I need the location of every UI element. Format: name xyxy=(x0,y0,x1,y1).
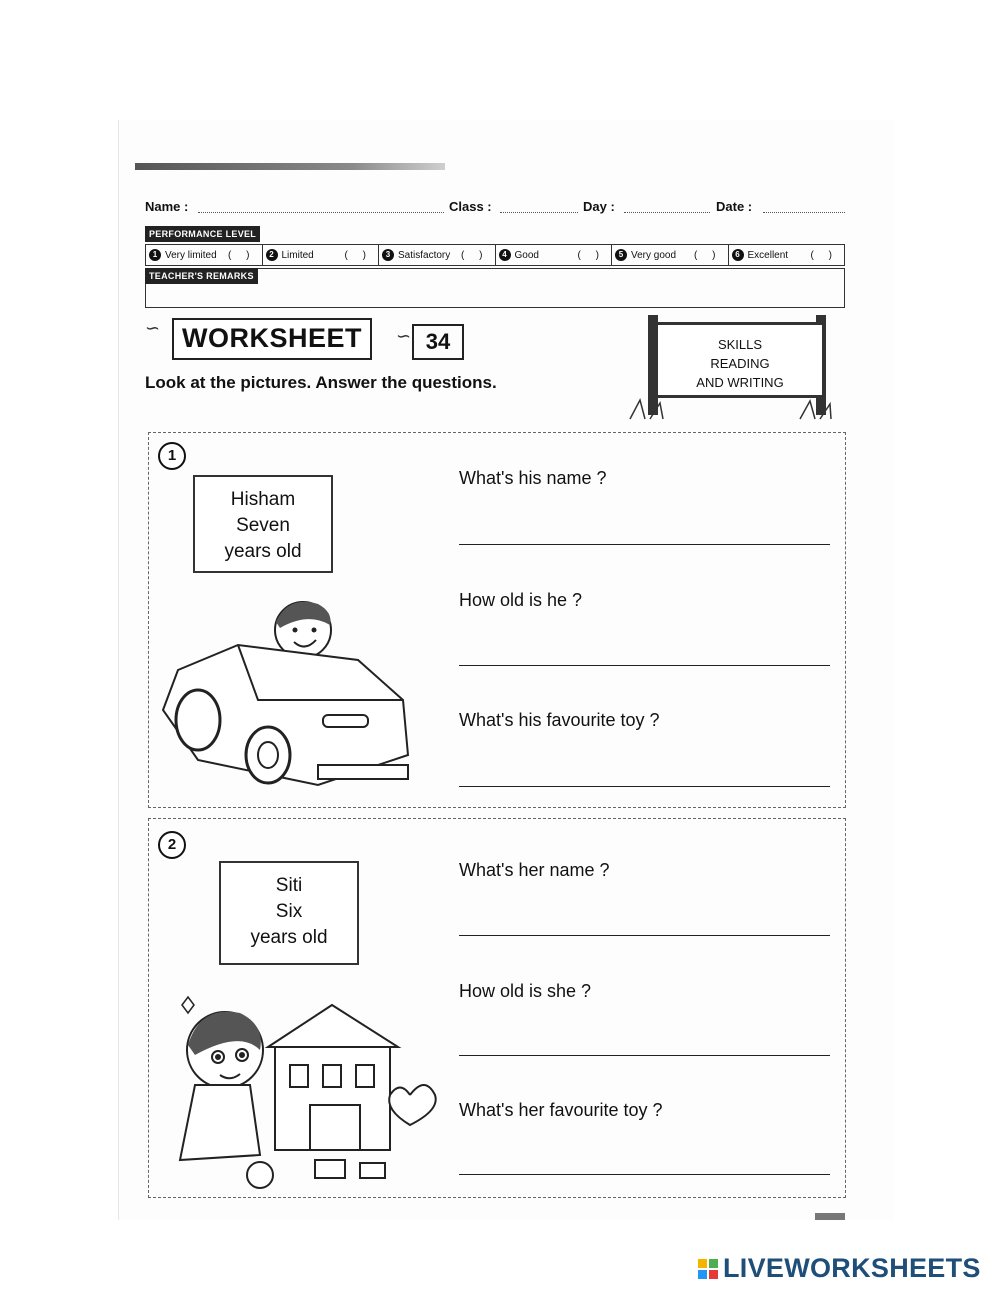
question-text: How old is he ? xyxy=(459,590,583,610)
level-label: Very good xyxy=(631,249,677,261)
squiggle-decoration: ∽ xyxy=(396,326,412,346)
worksheet-title: WORKSHEET xyxy=(172,318,372,360)
liveworksheets-logo xyxy=(698,1253,981,1284)
skills-line: AND WRITING xyxy=(696,375,784,390)
level-number: 5 xyxy=(615,249,627,261)
question-text: What's her favourite toy ? xyxy=(459,1100,663,1120)
level-checkbox: ( ) xyxy=(694,249,722,261)
level-cell[interactable] xyxy=(612,245,729,265)
level-number: 6 xyxy=(732,249,744,261)
level-number: 4 xyxy=(499,249,511,261)
level-label: Good xyxy=(514,249,539,261)
class-field[interactable] xyxy=(500,212,578,213)
level-label: Satisfactory xyxy=(398,249,451,261)
level-number: 3 xyxy=(382,249,394,261)
logo-squares-icon xyxy=(698,1259,718,1279)
question-text: What's his name ? xyxy=(459,468,607,488)
girl-with-dollhouse-icon xyxy=(160,985,450,1190)
performance-level-tag: PERFORMANCE LEVEL xyxy=(145,226,260,242)
skills-line: SKILLS xyxy=(717,337,763,352)
performance-level-row xyxy=(145,244,845,266)
level-number: 1 xyxy=(149,249,161,261)
level-checkbox: ( ) xyxy=(228,249,256,261)
answer-line[interactable] xyxy=(459,786,830,787)
question-text: How old is she ? xyxy=(459,981,592,1001)
question-text: What's her name ? xyxy=(459,860,610,880)
info-box xyxy=(219,861,359,965)
name-label: Name : xyxy=(145,199,189,214)
info-name: Siti xyxy=(275,875,303,896)
date-label: Date : xyxy=(716,199,753,214)
name-field[interactable] xyxy=(198,212,444,213)
answer-line[interactable] xyxy=(459,544,830,545)
teacher-remarks-tag: TEACHER'S REMARKS xyxy=(145,268,258,284)
level-label: Limited xyxy=(281,249,314,261)
level-cell[interactable] xyxy=(729,245,845,265)
info-years: years old xyxy=(250,927,328,948)
header-strip xyxy=(135,163,445,170)
boy-in-toy-car-icon xyxy=(158,590,423,790)
level-checkbox: ( ) xyxy=(810,249,838,261)
question-number: 1 xyxy=(158,442,186,470)
info-name: Hisham xyxy=(230,489,296,510)
level-checkbox: ( ) xyxy=(461,249,489,261)
info-box xyxy=(193,475,333,573)
answer-line[interactable] xyxy=(459,935,830,936)
skills-line: READING xyxy=(710,356,770,371)
level-label: Excellent xyxy=(747,249,789,261)
level-cell[interactable] xyxy=(263,245,380,265)
answer-line[interactable] xyxy=(459,1055,830,1056)
day-label: Day : xyxy=(583,199,615,214)
question-text: What's his favourite toy ? xyxy=(459,710,660,730)
question-number: 2 xyxy=(158,831,186,859)
page-corner-mark xyxy=(815,1213,845,1220)
answer-line[interactable] xyxy=(459,665,830,666)
info-age: Seven xyxy=(236,515,290,536)
day-field[interactable] xyxy=(624,212,710,213)
level-checkbox: ( ) xyxy=(577,249,605,261)
level-checkbox: ( ) xyxy=(344,249,372,261)
level-label: Very limited xyxy=(165,249,217,261)
info-age: Six xyxy=(275,901,303,922)
grass-icon xyxy=(625,395,835,420)
level-number: 2 xyxy=(266,249,278,261)
level-cell[interactable] xyxy=(146,245,263,265)
worksheet-number: 34 xyxy=(412,324,464,360)
answer-line[interactable] xyxy=(459,1174,830,1175)
brand-name: LIVEWORKSHEETS xyxy=(723,1253,981,1283)
squiggle-decoration: ∽ xyxy=(145,318,161,338)
info-years: years old xyxy=(224,541,302,562)
instruction-text: Look at the pictures. Answer the questions. xyxy=(145,373,497,392)
date-field[interactable] xyxy=(763,212,845,213)
level-cell[interactable] xyxy=(379,245,496,265)
level-cell[interactable] xyxy=(496,245,613,265)
skills-sign xyxy=(655,322,825,398)
class-label: Class : xyxy=(449,199,492,214)
